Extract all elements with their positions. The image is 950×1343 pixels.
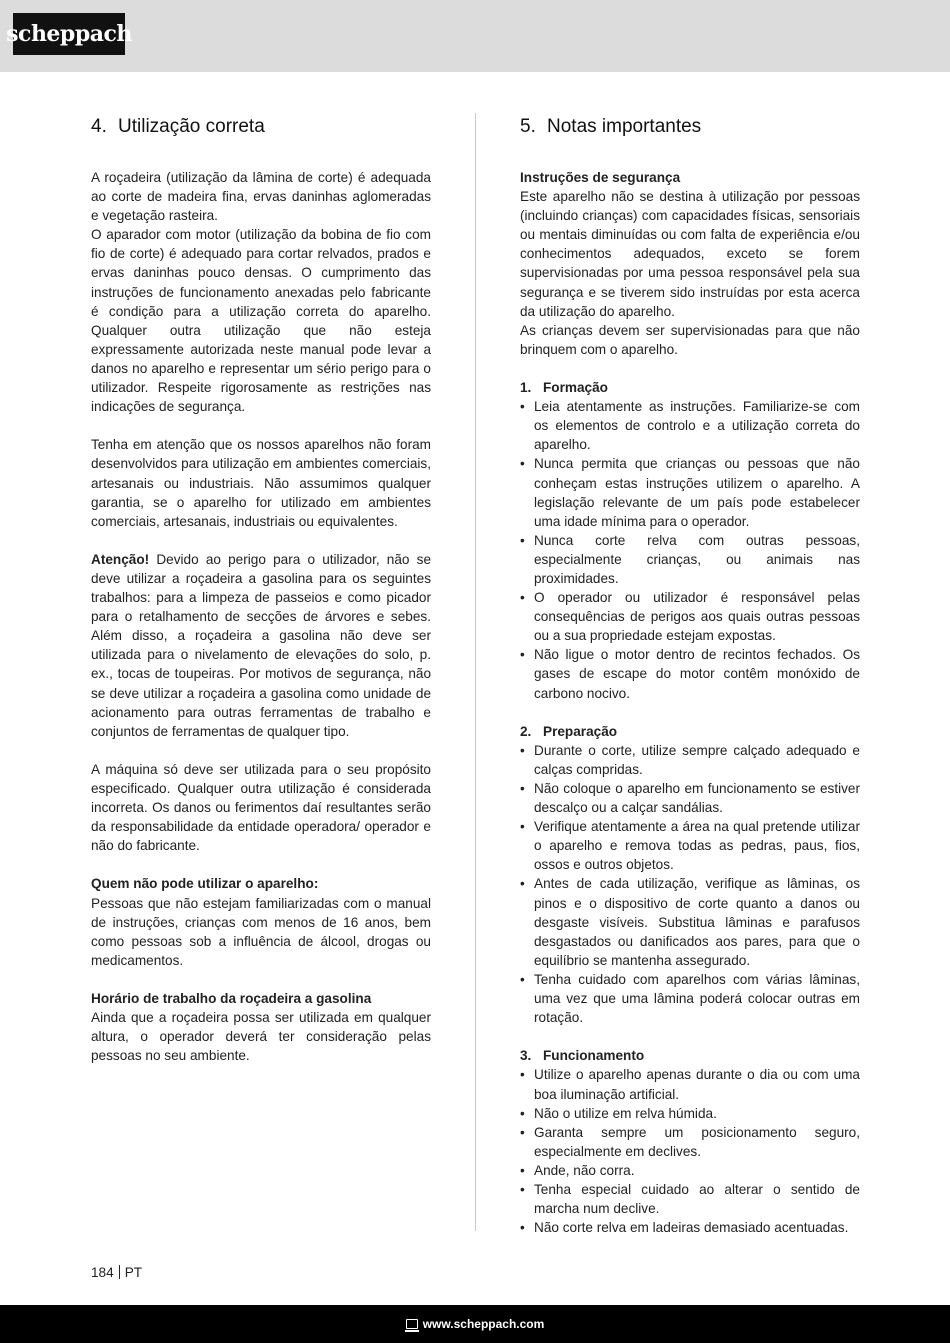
subheading: 2. Preparação [520,723,618,739]
page-number: 184 PT [91,1265,143,1280]
column-divider [475,113,476,1231]
brand-logo: scheppach [13,13,125,55]
paragraph: Tenha em atenção que os nossos aparelhos não foram desenvolvidos para utilização em ambientes comerciais, artesanais ou industriais. Não assumimos qualquer garantia, se o aparelho for utilizado em ambientes comerciais, artesanais, industriais ou equivalentes. [91,437,431,529]
subheading: 1. Formação [520,380,608,396]
bullet-list [520,1065,860,1237]
paragraph: Ainda que a roçadeira possa ser utilizada em qualquer altura, o operador deverá ter consideração pelas pessoas no seu ambiente. [91,1010,431,1064]
list-item: • Não corte relva em ladeiras demasiado acentuadas. [520,1218,860,1237]
website-link[interactable]: www.scheppach.com [422,1317,545,1331]
section-heading-4: 4. Utilização correta [91,116,265,137]
list-item: • Tenha cuidado com aparelhos com várias lâminas, uma vez que uma lâmina poderá colocar outras em rotação. [520,970,860,1027]
list-item: • Ande, não corra. [520,1161,860,1180]
list-item: • Não o utilize em relva húmida. [520,1104,860,1123]
list-item: • Nunca corte relva com outras pessoas, especialmente crianças, ou animais nas proximidades. [520,531,860,588]
left-column [91,114,431,1065]
paragraph: Pessoas que não estejam familiarizadas com o manual de instruções, crianças com menos de 16 anos, bem como pessoas sob a influência de álcool, drogas ou medicamentos. [91,895,431,968]
list-item: • Não coloque o aparelho em funcionamento se estiver descalço ou a calçar sandálias. [520,779,860,817]
list-item: • Antes de cada utilização, verifique as lâminas, os pinos e o dispositivo de corte quanto a danos ou desgaste visíveis. Substitua lâminas e parafusos desgastados ou danificados aos pares, para que o equilíbrio se mantenha assegurado. [520,874,860,969]
bullet-list [520,741,860,1027]
header-bar [0,0,950,72]
list-item: • Tenha especial cuidado ao alterar o sentido de marcha num declive. [520,1180,860,1218]
list-item: • Verifique atentamente a área na qual pretende utilizar o aparelho e remova todas as pedras, paus, fios, ossos e outros objetos. [520,817,860,874]
paragraph: Este aparelho não se destina à utilização por pessoas (incluindo crianças) com capacidades físicas, sensoriais ou mentais diminuídas ou com falta de experiência e/ou conhecimentos adequados, exceto se forem supervisionadas por uma pessoa responsável pela sua segurança e se tiverem sido instruídas por esta acerca da utilização do aparelho. [520,189,860,319]
subheading: 3. Funcionamento [520,1048,645,1064]
paragraph: As crianças devem ser supervisionadas para que não brinquem com o aparelho. [520,322,860,357]
subheading: Quem não pode utilizar o aparelho: [91,876,319,892]
footer-bar [0,1305,950,1343]
right-column [520,114,860,1237]
attention-label: Atenção! [91,551,150,567]
list-item: • O operador ou utilizador é responsável pelas consequências de perigos aos quais outras pessoas ou a sua propriedade estejam expostas. [520,588,860,645]
paragraph: A máquina só deve ser utilizada para o seu propósito especificado. Qualquer outra utilização é considerada incorreta. Os danos ou ferimentos daí resultantes serão da responsabilidade da entidade operadora/ operador e não do fabricante. [91,761,431,854]
computer-icon [406,1319,418,1329]
paragraph: O aparador com motor (utilização da bobina de fio com fio de corte) é adequado para cortar relvados, prados e ervas daninhas pouco densas. O cumprimento das instruções de funcionamento anexadas pelo fabricante é condição para a utilização correta do aparelho. Qualquer outra utilização que não esteja expressamente autorizada neste manual pode levar a danos no aparelho e representar um sério perigo para o utilizador. Respeite rigorosamente as restrições nas indicações de segurança. [91,227,431,415]
subheading: Horário de trabalho da roçadeira a gasolina [91,991,372,1007]
list-item: • Garanta sempre um posicionamento seguro, especialmente em declives. [520,1123,860,1161]
paragraph: A roçadeira (utilização da lâmina de corte) é adequada ao corte de madeira fina, ervas daninhas aglomeradas e vegetação rasteira. [91,170,431,224]
bullet-list [520,397,860,703]
subheading: Instruções de segurança [520,170,681,185]
list-item: • Leia atentamente as instruções. Familiarize-se com os elementos de controlo e a utilização correta do aparelho. [520,397,860,454]
paragraph: Atenção! Devido ao perigo para o utilizador, não se deve utilizar a roçadeira a gasolina para os seguintes trabalhos: para a limpeza de passeios e como picador para o retalhamento de secções de árvores e sebes. Além disso, a roçadeira a gasolina não deve ser utilizada para o nivelamento de elevações do solo, p. ex., tocas de toupeiras. Por motivos de segurança, não se deve utilizar a roçadeira a gasolina como unidade de acionamento para outras ferramentas de trabalho e conjuntos de ferramentas de qualquer tipo. [91,551,431,739]
list-item: • Não ligue o motor dentro de recintos fechados. Os gases de escape do motor contêm monóxido de carbono nocivo. [520,645,860,702]
list-item: • Utilize o aparelho apenas durante o dia ou com uma boa iluminação artificial. [520,1065,860,1103]
section-heading-5: 5. Notas importantes [520,116,702,137]
list-item: • Nunca permita que crianças ou pessoas que não conheçam estas instruções utilizem o aparelho. A legislação relevante de um país pode estabelecer uma idade mínima para o operador. [520,454,860,530]
list-item: • Durante o corte, utilize sempre calçado adequado e calças compridas. [520,741,860,779]
